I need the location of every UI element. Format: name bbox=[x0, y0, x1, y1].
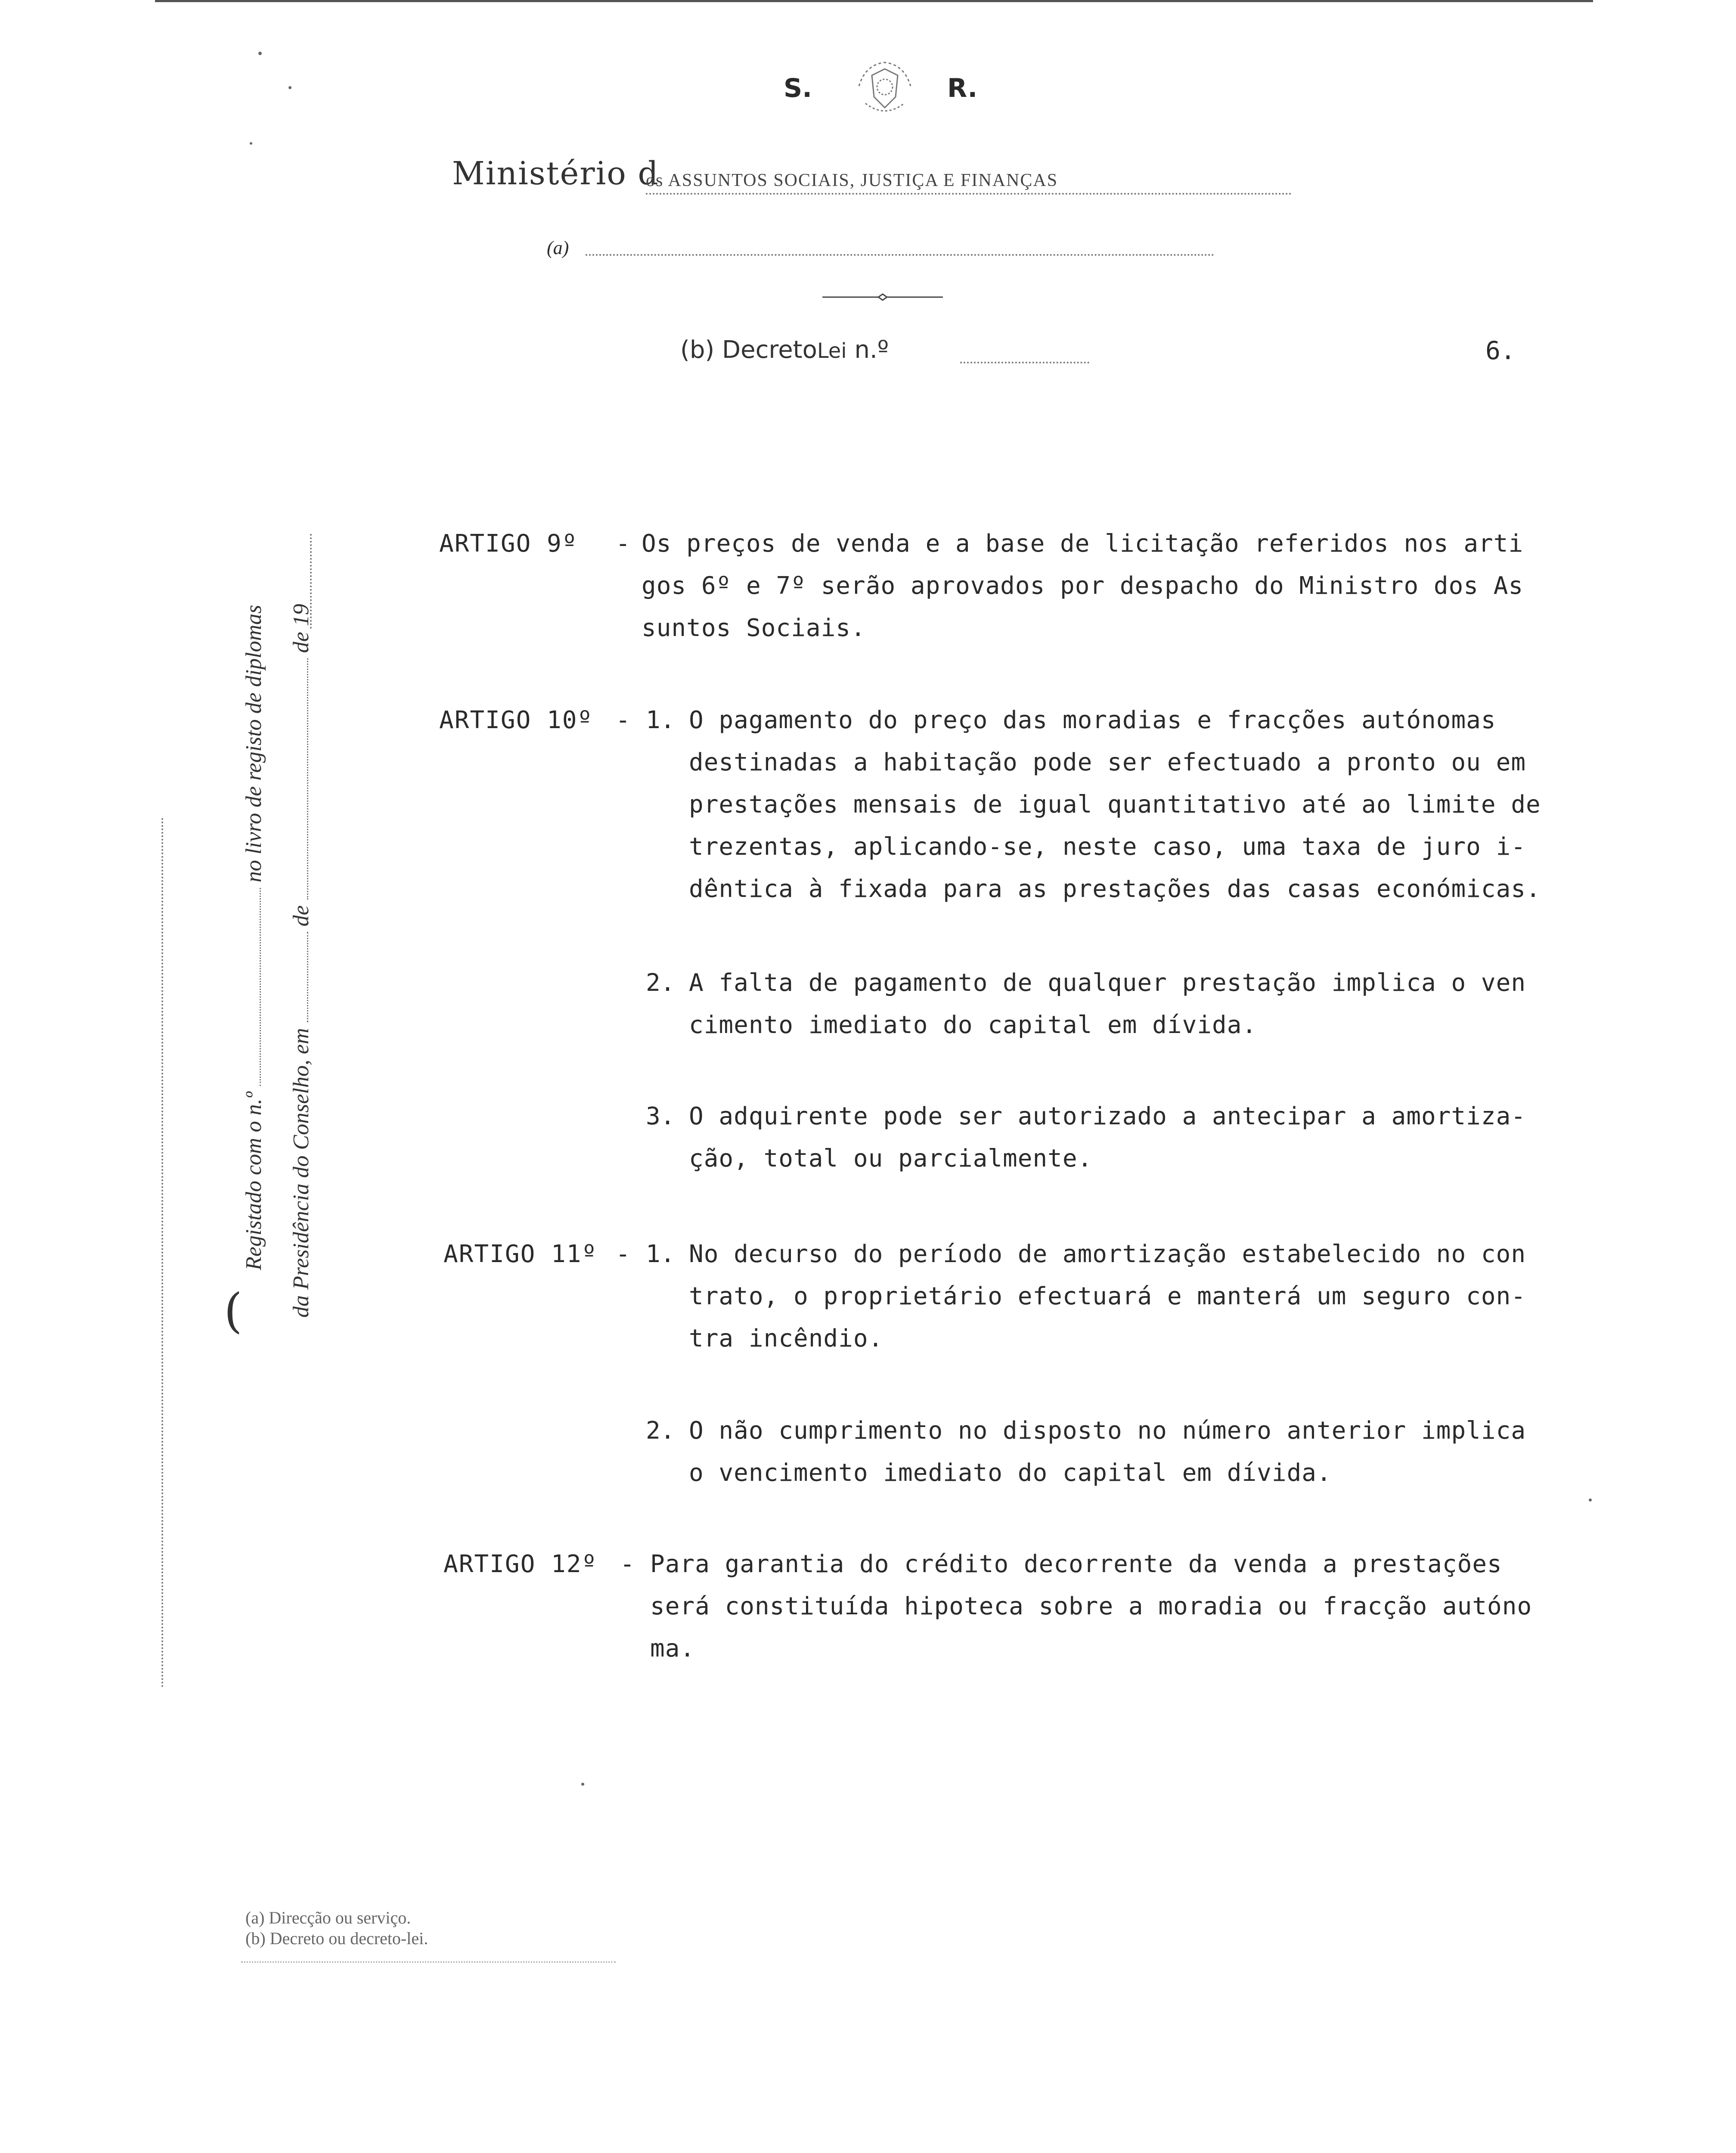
margin-registry-line1: Registado com o n.º no livro de registo de diplomas bbox=[242, 605, 266, 1270]
article-10-label: ARTIGO 10º bbox=[439, 706, 593, 734]
decreto-line bbox=[680, 336, 889, 364]
article-11-para-1-line: No decurso do período de amortização estabelecido no con bbox=[689, 1240, 1526, 1268]
direction-dotted-line bbox=[586, 254, 1214, 256]
article-11-para-2-number: 2. bbox=[646, 1417, 675, 1445]
margin-bracket-left: ( bbox=[224, 1283, 242, 1338]
article-10-para-3-line: O adquirente pode ser autorizado a antecipar a amortiza- bbox=[689, 1102, 1526, 1130]
article-11-label: ARTIGO 11º bbox=[443, 1240, 598, 1268]
top-border bbox=[155, 0, 1593, 2]
article-11-para-1-line: tra incêndio. bbox=[689, 1325, 884, 1353]
decreto-number-label: n.º bbox=[854, 336, 889, 364]
article-10-para-1-line: dêntica à fixada para as prestações das casas económicas. bbox=[689, 875, 1541, 903]
ministry-name: os ASSUNTOS SOCIAIS, JUSTIÇA E FINANÇAS bbox=[646, 171, 1058, 190]
article-12-line: será constituída hipoteca sobre a moradia ou fracção autóno bbox=[650, 1592, 1532, 1620]
header-s: S. bbox=[784, 73, 812, 103]
article-11-dash: - bbox=[616, 1240, 630, 1268]
scan-speck bbox=[581, 1783, 584, 1786]
article-9-line: suntos Sociais. bbox=[642, 614, 866, 642]
article-9-dash: - bbox=[616, 530, 630, 558]
article-10-para-2-line: A falta de pagamento de qualquer prestação implica o ven bbox=[689, 969, 1526, 997]
article-9-line: gos 6º e 7º serão aprovados por despacho do Ministro dos As bbox=[642, 572, 1524, 600]
article-12-dash: - bbox=[620, 1550, 635, 1578]
decreto-label: (b) Decreto bbox=[680, 336, 817, 364]
footnote-a: (a) Direcção ou serviço. bbox=[245, 1908, 411, 1927]
margin-rule bbox=[310, 534, 312, 629]
binding-edge bbox=[161, 818, 163, 1688]
footnote-b: (b) Decreto ou decreto-lei. bbox=[245, 1929, 428, 1948]
article-12-line: Para garantia do crédito decorrente da venda a prestações bbox=[650, 1550, 1502, 1578]
scan-speck bbox=[250, 142, 252, 145]
scan-speck bbox=[258, 52, 262, 55]
decreto-type: Lei bbox=[817, 339, 847, 363]
article-11-para-2-line: O não cumprimento no disposto no número anterior implica bbox=[689, 1417, 1526, 1445]
article-10-para-3-line: ção, total ou parcialmente. bbox=[689, 1145, 1093, 1173]
article-10-para-1-line: O pagamento do preço das moradias e fracções autónomas bbox=[689, 706, 1496, 734]
ornament-divider bbox=[822, 293, 943, 301]
article-9-label: ARTIGO 9º bbox=[439, 530, 578, 558]
article-10-dash: - bbox=[616, 706, 630, 734]
margin-registry-line2: da Presidência do Conselho, em de de 19 bbox=[289, 604, 313, 1318]
article-10-para-3-number: 3. bbox=[646, 1102, 675, 1130]
article-10-para-2-line: cimento imediato do capital em dívida. bbox=[689, 1011, 1257, 1039]
article-9-line: Os preços de venda e a base de licitação referidos nos arti bbox=[642, 530, 1524, 558]
decreto-number-dotted-line bbox=[960, 362, 1089, 363]
article-12-line: ma. bbox=[650, 1635, 695, 1663]
footnote-print-info bbox=[241, 1961, 616, 1963]
article-10-para-1-line: trezentas, aplicando-se, neste caso, uma taxa de juro i- bbox=[689, 833, 1526, 861]
article-10-para-1-line: destinadas a habitação pode ser efectuado a pronto ou em bbox=[689, 748, 1526, 776]
article-12-label: ARTIGO 12º bbox=[443, 1550, 598, 1578]
header-r: R. bbox=[947, 73, 978, 103]
article-10-para-2-number: 2. bbox=[646, 969, 675, 997]
ministry-prefix: Ministério d bbox=[452, 155, 659, 192]
scan-speck bbox=[1589, 1498, 1592, 1502]
label-a: (a) bbox=[547, 237, 569, 258]
article-11-para-1-number: 1. bbox=[646, 1240, 675, 1268]
ministry-dotted-line bbox=[646, 193, 1292, 195]
scan-speck bbox=[288, 86, 291, 89]
article-10-para-1-line: prestações mensais de igual quantitativo até ao limite de bbox=[689, 791, 1541, 819]
page-number: 6. bbox=[1485, 336, 1516, 365]
article-11-para-1-line: trato, o proprietário efectuará e manterá um seguro con- bbox=[689, 1282, 1526, 1310]
article-11-para-2-line: o vencimento imediato do capital em dívida. bbox=[689, 1459, 1332, 1487]
coat-of-arms-icon bbox=[848, 56, 921, 121]
article-10-para-1-number: 1. bbox=[646, 706, 675, 734]
